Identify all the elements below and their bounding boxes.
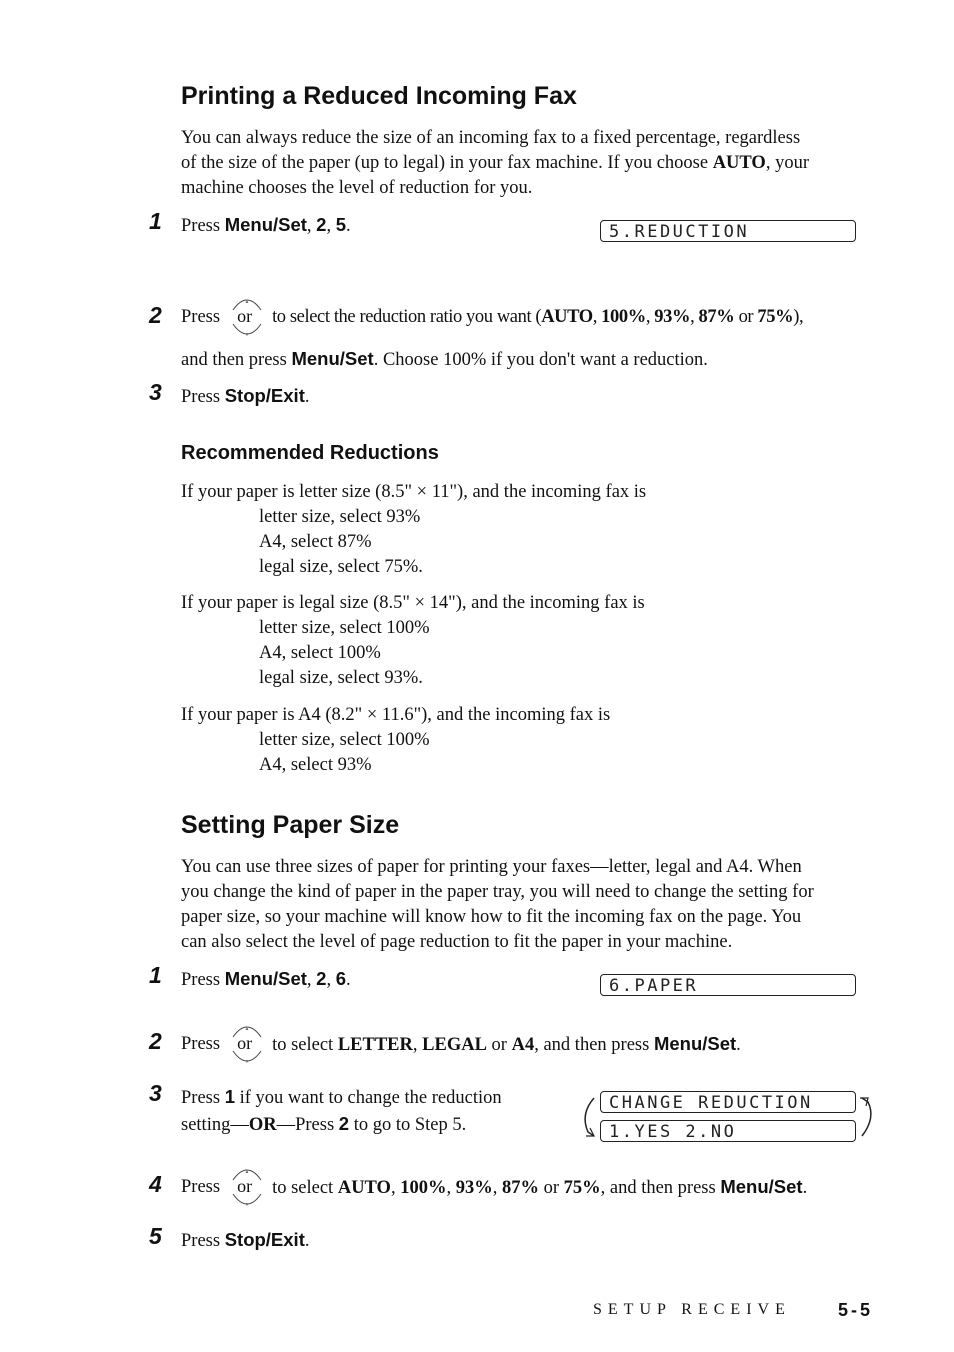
- key-name: 2: [316, 968, 327, 989]
- option: AUTO: [541, 306, 593, 327]
- intro-line: paper size, so your machine will know how to fit the incoming fax on the page. You: [181, 907, 802, 927]
- key-name: Menu/Set: [224, 968, 307, 989]
- group-lead: If your paper is letter size (8.5" × 11"), and the incoming fax is: [181, 482, 647, 502]
- group-item: letter size, select 100%: [259, 618, 430, 638]
- section-title: Printing a Reduced Incoming Fax: [181, 82, 577, 110]
- step-number: 1: [149, 962, 162, 988]
- step-number: 3: [149, 1080, 162, 1106]
- punct: .: [346, 970, 351, 990]
- punct: ),: [793, 306, 804, 327]
- svg-text:▲: ▲: [244, 1170, 250, 1175]
- punct: .: [304, 1231, 310, 1251]
- step-text: and then press: [181, 350, 292, 370]
- step-text: . Choose 100% if you don't want a reduction.: [373, 350, 708, 370]
- intro-line: you change the kind of paper in the paper tray, you will need to change the setting for: [181, 882, 814, 902]
- step-text: [181, 383, 309, 410]
- key-name: Stop/Exit: [224, 1229, 305, 1250]
- separator: ,: [326, 970, 336, 990]
- lcd-display: 6.PAPER: [600, 974, 856, 996]
- step-number: 5: [149, 1223, 162, 1249]
- key-name: 2: [316, 214, 327, 235]
- option: 87%: [698, 306, 735, 327]
- group-item: A4, select 93%: [259, 755, 372, 775]
- separator: ,: [306, 970, 317, 990]
- step-text: [181, 212, 351, 239]
- intro-line: machine chooses the level of reduction for you.: [181, 178, 533, 198]
- page-number: 5-5: [838, 1300, 874, 1320]
- step-text: Press: [181, 216, 225, 236]
- step-text: Press: [181, 1033, 221, 1054]
- separator: ,: [306, 216, 317, 236]
- step-text: to select the reduction ratio you want (: [272, 306, 542, 327]
- separator: ,: [326, 216, 336, 236]
- step-number: 2: [149, 1028, 162, 1054]
- intro-line: You can use three sizes of paper for printing your faxes—letter, legal and A4. When: [181, 857, 802, 877]
- step-text: Press: [181, 1176, 221, 1197]
- key-name: 2: [338, 1113, 350, 1134]
- group-item: A4, select 87%: [259, 532, 372, 552]
- key-name: 6: [335, 968, 347, 989]
- punct: .: [304, 387, 310, 407]
- group-item: legal size, select 93%.: [259, 668, 423, 688]
- intro-line: can also select the level of page reduction to fit the paper in your machine.: [181, 932, 733, 952]
- step-text: [181, 1227, 309, 1254]
- navigation-keys-icon: [230, 1164, 264, 1210]
- option: 93%: [654, 306, 691, 327]
- reduction-group: [181, 591, 881, 691]
- step-text: , and then press: [534, 1034, 654, 1055]
- footer-section: SETUP RECEIVE: [593, 1301, 791, 1318]
- key-name: Menu/Set: [291, 348, 374, 369]
- step-text: to select: [272, 1177, 338, 1198]
- step-text: Press: [181, 1088, 225, 1108]
- navigation-keys-icon: [230, 294, 264, 340]
- option: A4: [511, 1034, 535, 1055]
- step-number: 3: [149, 379, 162, 405]
- intro-line: , your: [765, 153, 809, 173]
- or-label: or: [237, 306, 253, 326]
- key-name: Menu/Set: [653, 1032, 737, 1054]
- group-item: A4, select 100%: [259, 643, 381, 663]
- step-text: , and then press: [600, 1177, 721, 1198]
- option: 75%: [563, 1177, 601, 1198]
- key-name: Stop/Exit: [224, 385, 305, 406]
- group-item: letter size, select 93%: [259, 507, 421, 527]
- subsection-title: Recommended Reductions: [181, 442, 439, 464]
- punct: .: [346, 216, 351, 236]
- option: 100%: [400, 1177, 447, 1198]
- navigation-keys-icon: [230, 1021, 264, 1067]
- step-text: Press: [181, 387, 225, 407]
- step-text: —Press: [276, 1115, 339, 1135]
- step-text: setting—: [181, 1115, 249, 1135]
- step-text: Press ▲ ▼ or to select AUTO, 100%, 93%, 87% or 75%, and then press Menu/Set.: [181, 1164, 807, 1210]
- intro-paragraph: [181, 126, 881, 201]
- or-caps: OR: [248, 1115, 277, 1135]
- step-text: [181, 346, 708, 373]
- step-text: to go to Step 5.: [349, 1115, 467, 1135]
- option: LEGAL: [422, 1034, 487, 1055]
- key-name: 1: [224, 1086, 235, 1107]
- step-text: if you want to change the reduction: [234, 1088, 502, 1108]
- or-label: or: [237, 1033, 253, 1053]
- section-title: Setting Paper Size: [181, 811, 400, 839]
- step-text: Press ▲ ▼ or to select the reduction ratio you want (AUTO, 100%, 93%, 87% or 75%),: [181, 294, 803, 340]
- step-number: 2: [149, 302, 162, 328]
- intro-line: of the size of the paper (up to legal) in your fax machine. If you choose: [181, 153, 713, 173]
- key-name: Menu/Set: [224, 214, 307, 235]
- key-name: Menu/Set: [720, 1175, 803, 1197]
- svg-text:▼: ▼: [244, 1203, 250, 1208]
- reduction-group: [181, 703, 881, 778]
- step-text: Press: [181, 306, 221, 327]
- step-text: [181, 1084, 571, 1138]
- intro-line: You can always reduce the size of an incoming fax to a fixed percentage, regardless: [181, 128, 801, 148]
- lcd-display: 5.REDUCTION: [600, 220, 856, 242]
- option: LETTER: [337, 1034, 413, 1055]
- scroll-right-bracket-icon: [858, 1094, 878, 1140]
- option: AUTO: [337, 1177, 391, 1198]
- step-text: Press: [181, 1231, 225, 1251]
- step-text: Press ▲ ▼ or to select LETTER, LEGAL or A4, and then press Menu/Set.: [181, 1021, 741, 1067]
- group-lead: If your paper is legal size (8.5" × 14"), and the incoming fax is: [181, 593, 645, 613]
- group-lead: If your paper is A4 (8.2" × 11.6"), and the incoming fax is: [181, 705, 611, 725]
- option: 87%: [501, 1177, 539, 1198]
- auto-term: AUTO: [712, 153, 766, 173]
- or-label: or: [237, 1176, 253, 1196]
- key-name: 5: [335, 214, 347, 235]
- scroll-left-bracket-icon: [578, 1094, 598, 1140]
- or-word: or: [734, 306, 758, 327]
- svg-text:▲: ▲: [244, 1027, 250, 1032]
- svg-text:▼: ▼: [244, 1060, 250, 1065]
- intro-paragraph: [181, 855, 891, 955]
- step-text: to select: [272, 1034, 338, 1055]
- step-text: [181, 966, 351, 993]
- step-number: 1: [149, 208, 162, 234]
- or-word: or: [538, 1177, 564, 1198]
- option: 100%: [601, 306, 646, 327]
- reduction-group: [181, 480, 881, 580]
- lcd-display-line1: CHANGE REDUCTION: [600, 1091, 856, 1113]
- svg-text:▲: ▲: [244, 300, 250, 305]
- option: 93%: [455, 1177, 493, 1198]
- step-text: Press: [181, 970, 225, 990]
- svg-text:▼: ▼: [244, 333, 250, 338]
- group-item: legal size, select 75%.: [259, 557, 423, 577]
- step-number: 4: [149, 1171, 162, 1197]
- punct: .: [802, 1177, 808, 1198]
- option: 75%: [757, 306, 794, 327]
- group-item: letter size, select 100%: [259, 730, 430, 750]
- lcd-display-line2: 1.YES 2.NO: [600, 1120, 856, 1142]
- or-word: or: [486, 1034, 512, 1055]
- punct: .: [736, 1034, 741, 1055]
